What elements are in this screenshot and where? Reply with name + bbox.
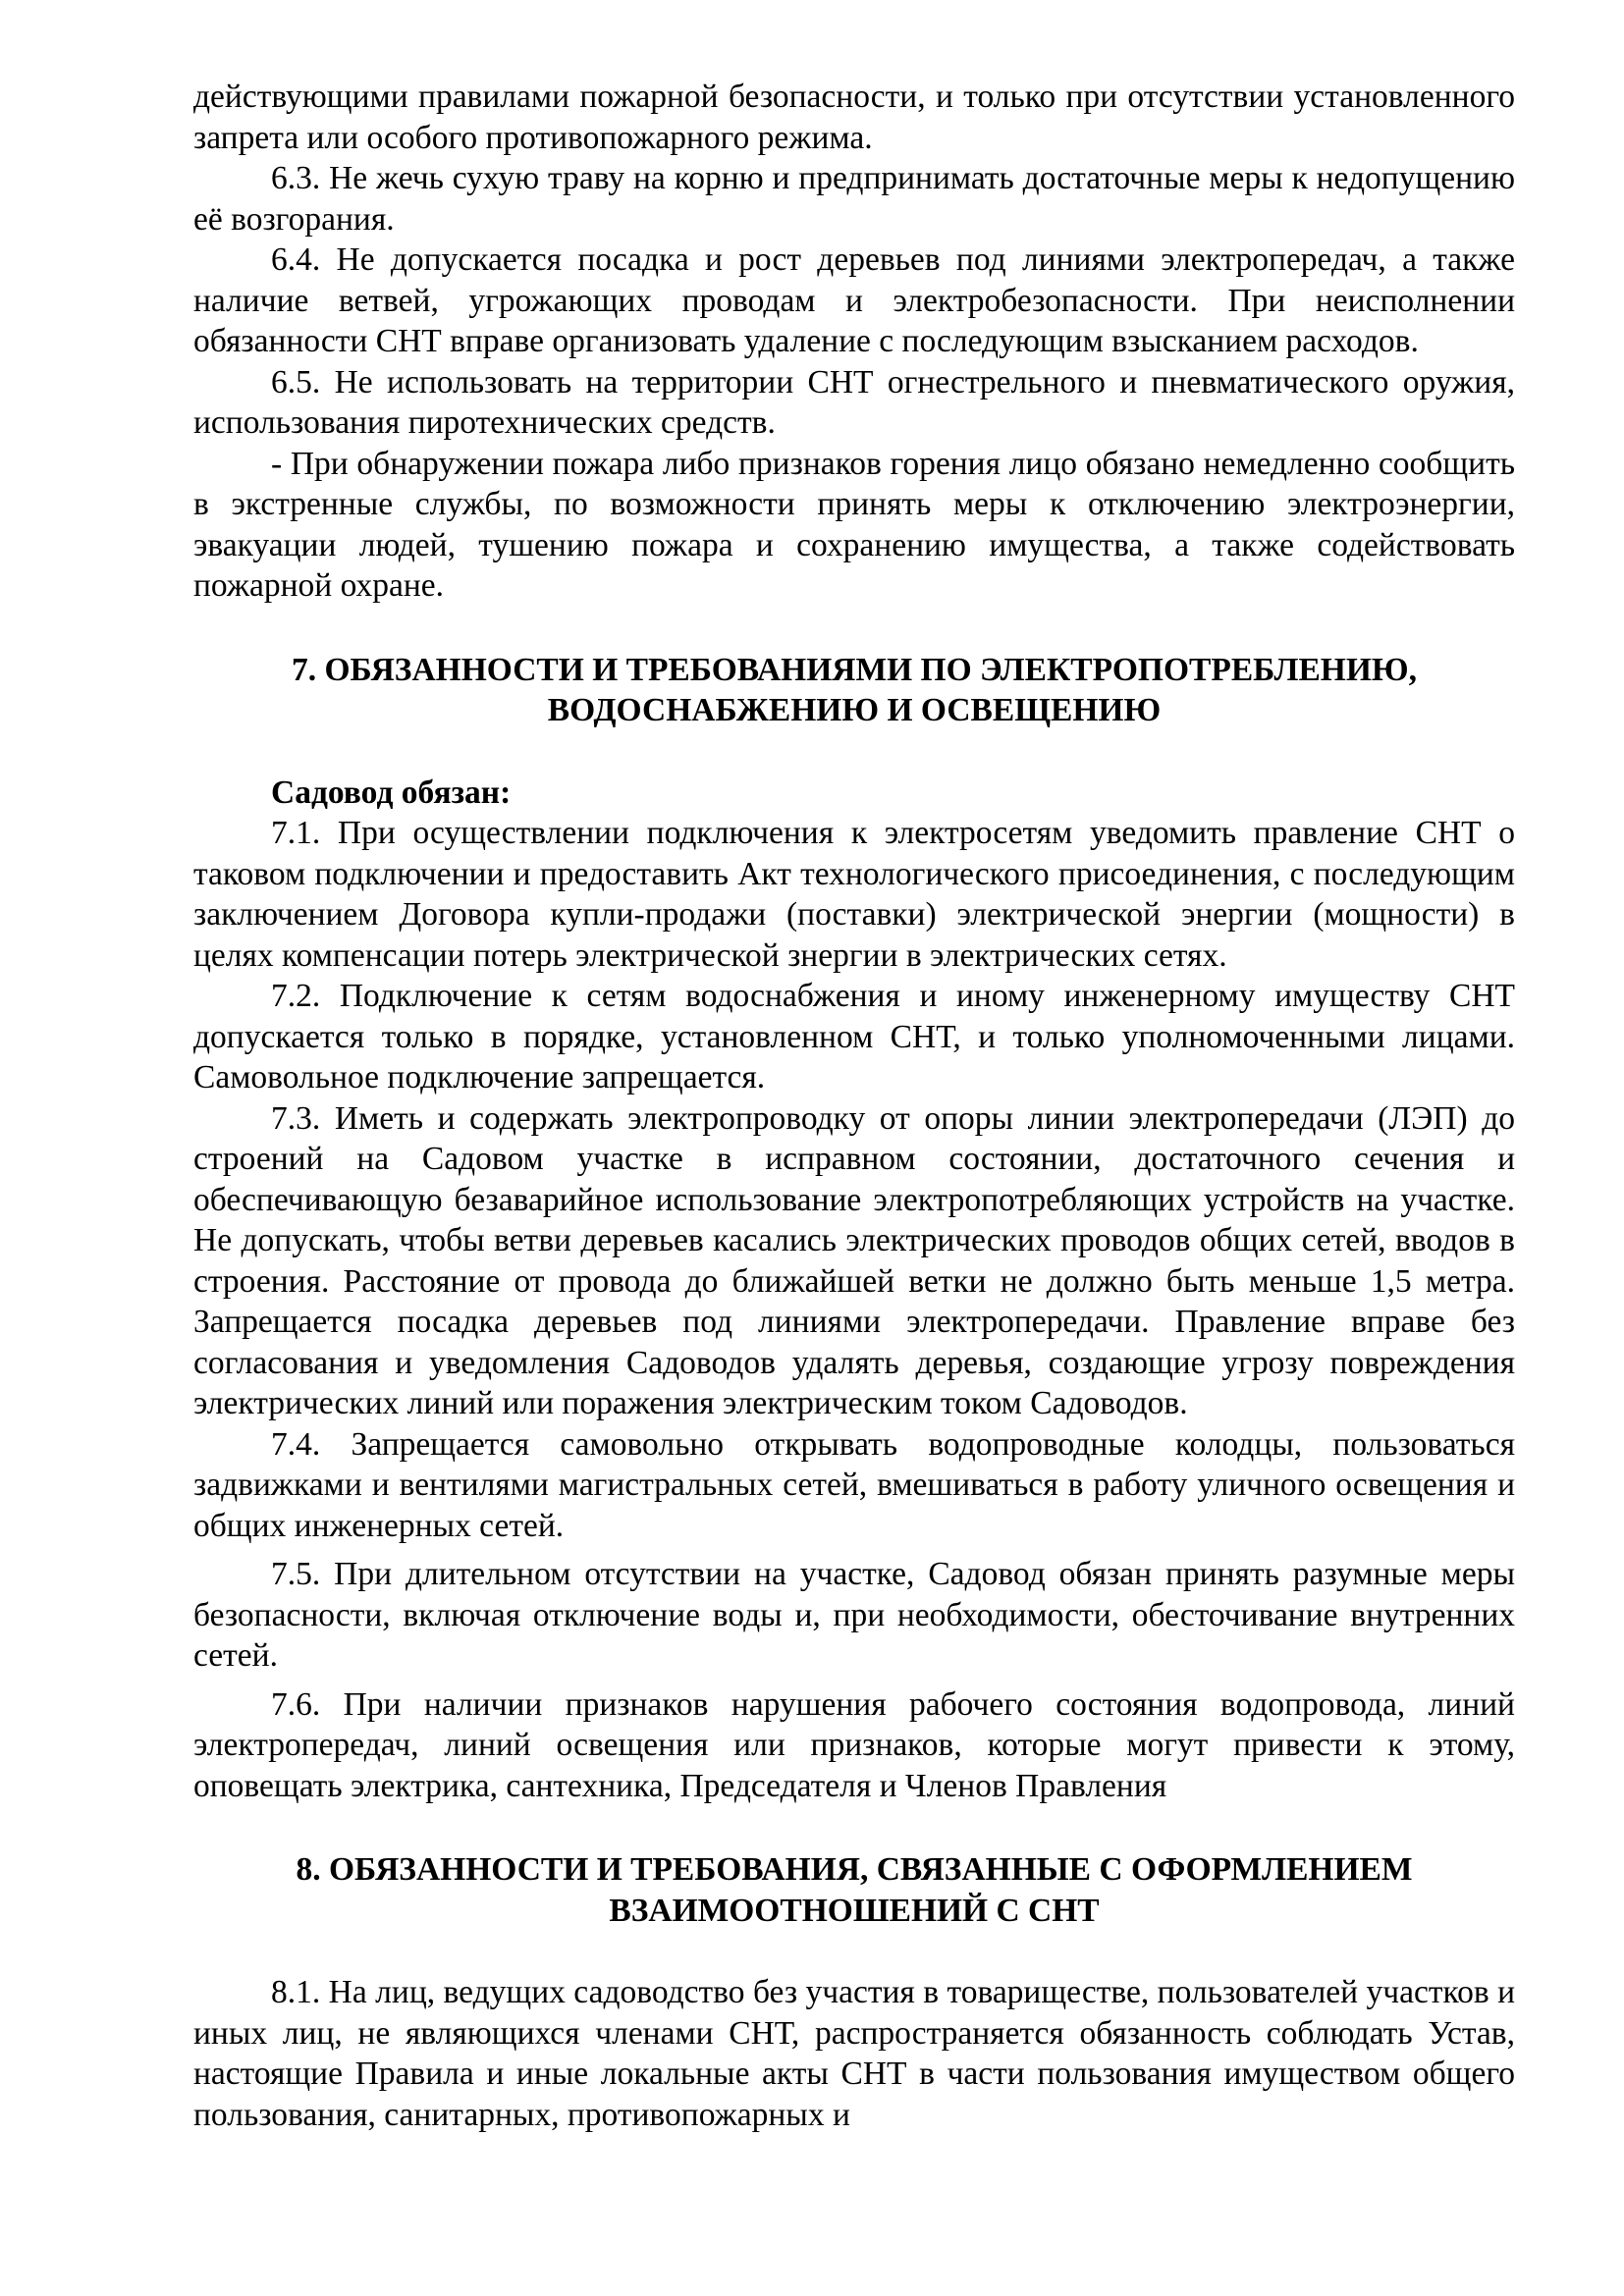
section-8 — [193, 1849, 1515, 2135]
section-6-tail — [193, 77, 1515, 607]
paragraph-7-1: 7.1. При осуществлении подключения к электросетям уведомить правление СНТ о таковом подключении и предоставить Акт технологического присоединения, с последующим заключением Договора купли-продажи (поставки) электрической энергии (мощности) в целях компенсации потерь электрической знергии в электрических сетях. — [193, 815, 1515, 974]
section-7-title-line-1: 7. ОБЯЗАННОСТИ И ТРЕБОВАНИЯМИ ПО ЭЛЕКТРОПОТРЕБЛЕНИЮ, — [291, 651, 1418, 688]
paragraph-fire-response: - При обнаружении пожара либо признаков горения лицо обязано немедленно сообщить в экстренные службы, по возможности принять меры к отключению электроэнергии, эвакуации людей, тушению пожара и сохранению имущества, а также содействовать пожарной охране. — [193, 445, 1515, 604]
section-8-title-line-2: ВЗАИМООТНОШЕНИЙ С СНТ — [609, 1892, 1100, 1929]
section-8-title-line-1: 8. ОБЯЗАННОСТИ И ТРЕБОВАНИЯ, СВЯЗАННЫЕ С ОФОРМЛЕНИЕМ — [296, 1851, 1413, 1888]
section-7 — [193, 650, 1515, 1807]
paragraph-6-3: 6.3. Не жечь сухую траву на корню и предпринимать достаточные меры к недопущению её возгорания. — [193, 160, 1515, 238]
paragraph-7-2: 7.2. Подключение к сетям водоснабжения и иному инженерному имуществу СНТ допускается только в порядке, установленном СНТ, и только уполномоченными лицами. Самовольное подключение запрещается. — [193, 978, 1515, 1095]
paragraph-6-4: 6.4. Не допускается посадка и рост деревьев под линиями электропередач, а также наличие ветвей, угрожающих проводам и электробезопасности. При неисполнении обязанности СНТ вправе организовать удаление с последующим взысканием расходов. — [193, 241, 1515, 359]
paragraph-7-6: 7.6. При наличии признаков нарушения рабочего состояния водопровода, линий электропередач, линий освещения или признаков, которые могут привести к этому, оповещать электрика, сантехника, Председателя и Членов Правления — [193, 1685, 1515, 1804]
paragraph-6-5: 6.5. Не использовать на территории СНТ огнестрельного и пневматического оружия, использования пиротехнических средств. — [193, 363, 1515, 441]
paragraph-7-4: 7.4. Запрещается самовольно открывать водопроводные колодцы, пользоваться задвижками и вентилями магистральных сетей, вмешиваться в работу уличного освещения и общих инженерных сетей. — [193, 1425, 1515, 1544]
section-7-heading — [193, 650, 1515, 731]
paragraph-7-5: 7.5. При длительном отсутствии на участке, Садовод обязан принять разумные меры безопасности, включая отключение воды и, при необходимости, обесточивание внутренних сетей. — [193, 1556, 1515, 1674]
section-7-subheading: Садовод обязан: — [271, 774, 512, 811]
paragraph-8-1: 8.1. На лиц, ведущих садоводство без участия в товариществе, пользователей участков и иных лиц, не являющихся членами СНТ, распространяется обязанность соблюдать Устав, настоящие Правила и иные локальные акты СНТ в части пользования имуществом общего пользования, санитарных, противопожарных и — [193, 1974, 1515, 2133]
paragraph-6-2-continuation: действующими правилами пожарной безопасности, и только при отсутствии установленного запрета или особого противопожарного режима. — [193, 79, 1515, 156]
section-7-title-line-2: ВОДОСНАБЖЕНИЮ И ОСВЕЩЕНИЮ — [547, 692, 1162, 728]
paragraph-7-3: 7.3. Иметь и содержать электропроводку от опоры линии электропередачи (ЛЭП) до строений на Садовом участке в исправном состоянии, достаточного сечения и обеспечивающую безаварийное использование электропотребляющих устройств на участке. Не допускать, чтобы ветви деревьев касались электрических проводов общих сетей, вводов в строения. Расстояние от провода до ближайшей ветки не должно быть меньше 1,5 метра. Запрещается посадка деревьев под линиями электропередачи. Правление вправе без согласования и уведомления Садоводов удалять деревья, создающие угрозу повреждения электрических линий или поражения электрическим током Садоводов. — [193, 1099, 1515, 1421]
section-8-heading — [193, 1849, 1515, 1931]
document-page — [193, 77, 1515, 2135]
